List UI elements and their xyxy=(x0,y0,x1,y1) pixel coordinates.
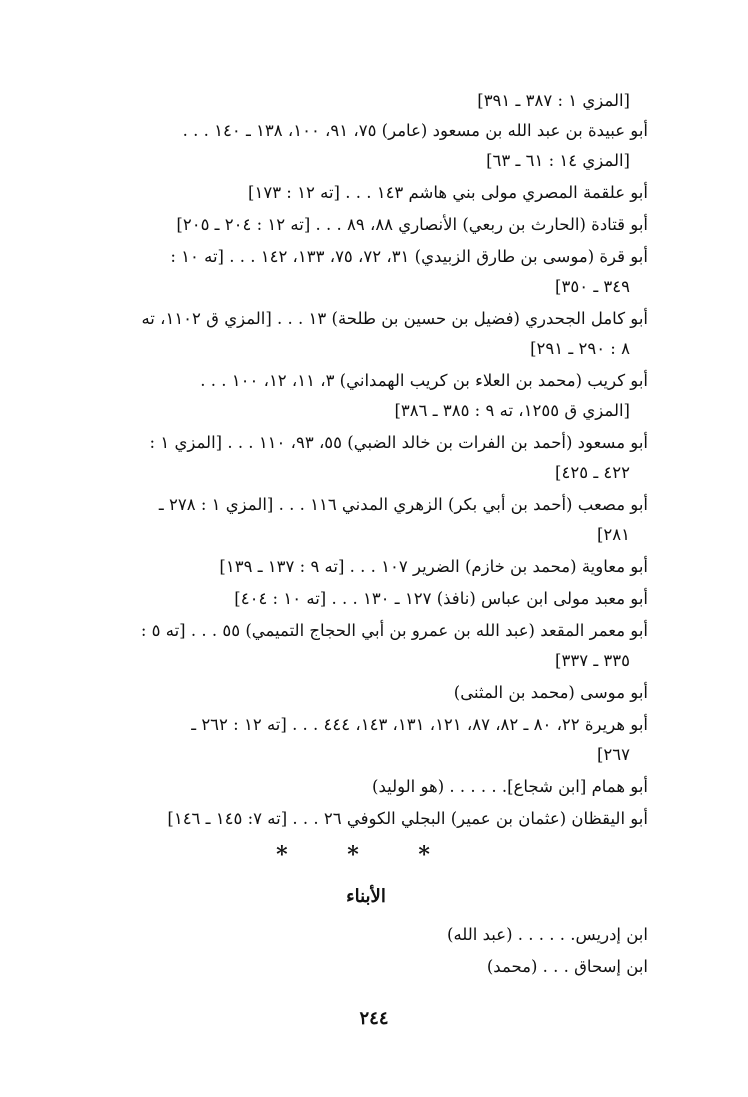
entry-line: أبو هريرة ٢٢، ٨٠ ـ ٨٢، ٨٧، ١٢١، ١٣١، ١٤٣، ٤٤٤ . . . [ته ١٢ : ٢٦٢ ـ xyxy=(191,715,648,734)
entry-line: ابن إدريس. . . . . . (عبد الله) xyxy=(447,925,648,944)
entry-line: أبو عبيدة بن عبد الله بن مسعود (عامر) ٧٥، ٩١، ١٠٠، ١٣٨ ـ ١٤٠ . . . xyxy=(182,121,648,140)
index-entry xyxy=(84,584,648,614)
entry-line: [المزي ١ : ٣٨٧ ـ ٣٩١] xyxy=(477,91,630,110)
entry-line: أبو اليقظان (عثمان بن عمير) البجلي الكوفي ٢٦ . . . [ته ٧: ١٤٥ ـ ١٤٦] xyxy=(167,809,648,828)
entry-line-cont: ٢٦٧] xyxy=(596,745,630,764)
entry-line-cont: ٣٤٩ ـ ٣٥٠] xyxy=(555,277,630,296)
entry-line: أبو معاوية (محمد بن خازم) الضرير ١٠٧ . . . [ته ٩ : ١٣٧ ـ ١٣٩] xyxy=(219,557,648,576)
entry-line: أبو مصعب (أحمد بن أبي بكر) الزهري المدني ١١٦ . . . [المزي ١ : ٢٧٨ ـ xyxy=(158,495,648,514)
index-entry xyxy=(84,616,648,676)
index-entries xyxy=(84,86,648,984)
index-entry xyxy=(84,772,648,802)
entry-line: أبو كامل الجحدري (فضيل بن حسين بن طلحة) ١٣ . . . [المزي ق ١١٠٢، ته xyxy=(141,309,648,328)
entry-line-cont: ٤٢٢ ـ ٤٢٥] xyxy=(555,463,630,482)
entry-line: أبو علقمة المصري مولى بني هاشم ١٤٣ . . . [ته ١٢ : ١٧٣] xyxy=(248,183,648,202)
index-entry xyxy=(84,242,648,302)
index-entry-continuation xyxy=(84,86,648,116)
entry-line: أبو قرة (موسى بن طارق الزبيدي) ٣١، ٧٢، ٧٥، ١٣٣، ١٤٢ . . . [ته ١٠ : xyxy=(170,247,648,266)
sons-entry xyxy=(84,920,648,950)
index-entry xyxy=(84,178,648,208)
entry-line: أبو معمر المقعد (عبد الله بن عمرو بن أبي الحجاج التميمي) ٥٥ . . . [ته ٥ : xyxy=(140,621,648,640)
entry-line-cont: [المزي ق ١٢٥٥، ته ٩ : ٣٨٥ ـ ٣٨٦] xyxy=(394,401,630,420)
index-entry xyxy=(84,552,648,582)
index-entry xyxy=(84,804,648,834)
entry-line: أبو همام [ابن شجاع]. . . . . . (هو الوليد) xyxy=(372,777,648,796)
section-title: الأبناء xyxy=(346,886,386,907)
entry-line-cont: ٣٣٥ ـ ٣٣٧] xyxy=(555,651,630,670)
sons-entry xyxy=(84,952,648,982)
section-separator: * * * xyxy=(276,842,456,868)
page-number: ٢٤٤ xyxy=(359,1008,389,1029)
entry-line: أبو قتادة (الحارث بن ربعي) الأنصاري ٨٨، ٨٩ . . . [ته ١٢ : ٢٠٤ ـ ٢٠٥] xyxy=(176,215,648,234)
entry-line: أبو كريب (محمد بن العلاء بن كريب الهمداني) ٣، ١١، ١٢، ١٠٠ . . . xyxy=(200,371,648,390)
entry-line-cont: ٨ : ٢٩٠ ـ ٢٩١] xyxy=(530,339,630,358)
index-entry xyxy=(84,428,648,488)
entry-line-cont: ٢٨١] xyxy=(596,525,630,544)
index-entry xyxy=(84,490,648,550)
entry-line-cont: [المزي ١٤ : ٦١ ـ ٦٣] xyxy=(486,151,630,170)
entry-line: ابن إسحاق . . . (محمد) xyxy=(486,957,648,976)
index-entry xyxy=(84,210,648,240)
index-entry xyxy=(84,304,648,364)
index-entry xyxy=(84,710,648,770)
index-entry xyxy=(84,678,648,708)
entry-line: أبو معبد مولى ابن عباس (نافذ) ١٢٧ ـ ١٣٠ . . . [ته ١٠ : ٤٠٤] xyxy=(234,589,648,608)
entry-line: أبو مسعود (أحمد بن الفرات بن خالد الضبي) ٥٥، ٩٣، ١١٠ . . . [المزي ١ : xyxy=(149,433,648,452)
index-entry xyxy=(84,116,648,176)
entry-line: أبو موسى (محمد بن المثنى) xyxy=(453,683,648,702)
index-entry xyxy=(84,366,648,426)
